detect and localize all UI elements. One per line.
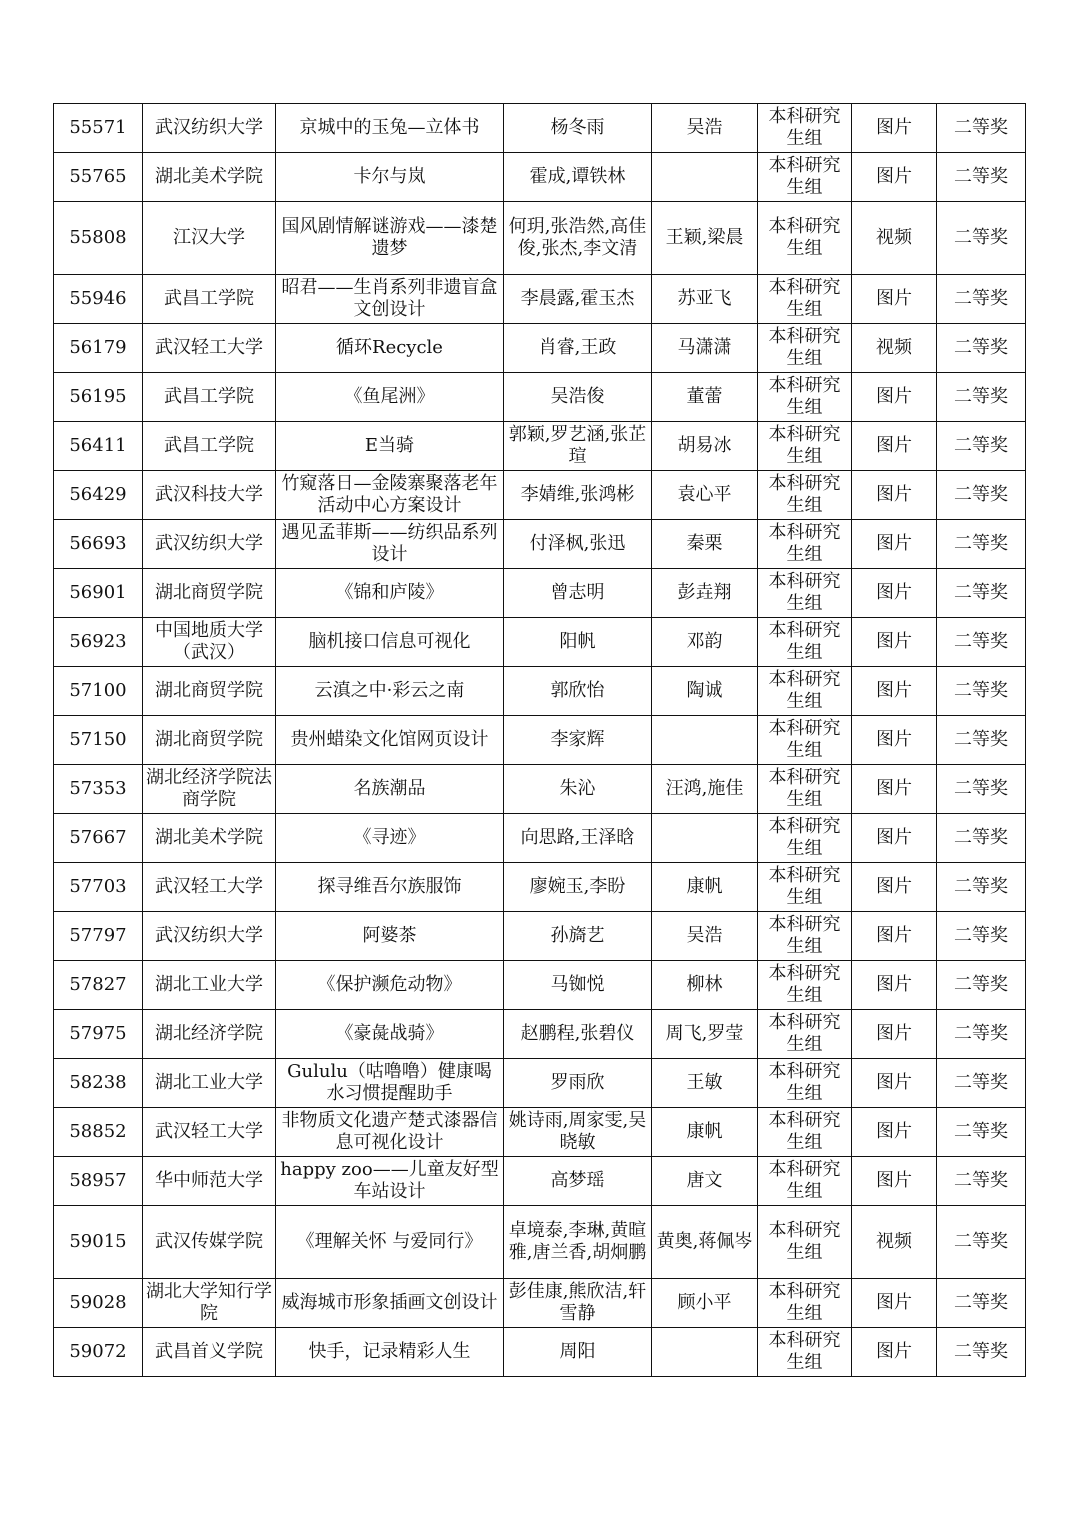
advisor-cell: 吴浩 <box>652 104 758 153</box>
award-level-cell: 二等奖 <box>937 814 1026 863</box>
school-name-cell: 武汉轻工大学 <box>143 324 276 373</box>
work-type-cell: 视频 <box>852 324 937 373</box>
authors-cell: 马铷悦 <box>504 961 652 1010</box>
advisor-cell: 黄奥,蒋佩岑 <box>652 1206 758 1279</box>
work-title-cell: E当骑 <box>276 422 504 471</box>
work-type-cell: 图片 <box>852 765 937 814</box>
entry-id-cell: 57827 <box>54 961 143 1010</box>
results-table <box>53 103 1026 1377</box>
school-name-cell: 湖北商贸学院 <box>143 569 276 618</box>
advisor-cell: 马潇潇 <box>652 324 758 373</box>
group-category-cell: 本科研究生组 <box>758 961 852 1010</box>
work-title-cell: 《鱼尾洲》 <box>276 373 504 422</box>
table-row <box>54 324 1026 373</box>
work-title-cell: 国风剧情解谜游戏——漆楚遗梦 <box>276 202 504 275</box>
work-title-cell: 脑机接口信息可视化 <box>276 618 504 667</box>
work-type-cell: 图片 <box>852 1328 937 1377</box>
advisor-cell: 周飞,罗莹 <box>652 1010 758 1059</box>
work-type-cell: 图片 <box>852 716 937 765</box>
advisor-cell <box>652 716 758 765</box>
group-category-cell: 本科研究生组 <box>758 1206 852 1279</box>
advisor-cell <box>652 814 758 863</box>
work-title-cell: 非物质文化遗产楚式漆器信息可视化设计 <box>276 1108 504 1157</box>
award-level-cell: 二等奖 <box>937 863 1026 912</box>
school-name-cell: 湖北经济学院 <box>143 1010 276 1059</box>
group-category-cell: 本科研究生组 <box>758 153 852 202</box>
school-name-cell: 江汉大学 <box>143 202 276 275</box>
entry-id-cell: 57667 <box>54 814 143 863</box>
advisor-cell: 汪鸿,施佳 <box>652 765 758 814</box>
work-type-cell: 图片 <box>852 1010 937 1059</box>
school-name-cell: 武昌工学院 <box>143 275 276 324</box>
award-level-cell: 二等奖 <box>937 422 1026 471</box>
entry-id-cell: 57975 <box>54 1010 143 1059</box>
group-category-cell: 本科研究生组 <box>758 520 852 569</box>
group-category-cell: 本科研究生组 <box>758 1010 852 1059</box>
group-category-cell: 本科研究生组 <box>758 202 852 275</box>
entry-id-cell: 57150 <box>54 716 143 765</box>
work-title-cell: 快手，记录精彩人生 <box>276 1328 504 1377</box>
table-row <box>54 1206 1026 1279</box>
entry-id-cell: 56901 <box>54 569 143 618</box>
group-category-cell: 本科研究生组 <box>758 1328 852 1377</box>
award-level-cell: 二等奖 <box>937 324 1026 373</box>
work-type-cell: 图片 <box>852 667 937 716</box>
award-level-cell: 二等奖 <box>937 1108 1026 1157</box>
advisor-cell: 吴浩 <box>652 912 758 961</box>
work-title-cell: 《理解关怀 与爱同行》 <box>276 1206 504 1279</box>
authors-cell: 罗雨欣 <box>504 1059 652 1108</box>
school-name-cell: 湖北经济学院法商学院 <box>143 765 276 814</box>
work-title-cell: 昭君——生肖系列非遗盲盒文创设计 <box>276 275 504 324</box>
work-type-cell: 图片 <box>852 520 937 569</box>
table-row <box>54 153 1026 202</box>
authors-cell: 赵鹏程,张碧仪 <box>504 1010 652 1059</box>
work-type-cell: 图片 <box>852 104 937 153</box>
authors-cell: 李婧维,张鸿彬 <box>504 471 652 520</box>
work-type-cell: 图片 <box>852 618 937 667</box>
entry-id-cell: 57353 <box>54 765 143 814</box>
table-row <box>54 618 1026 667</box>
authors-cell: 向思路,王泽晗 <box>504 814 652 863</box>
authors-cell: 阳帆 <box>504 618 652 667</box>
entry-id-cell: 56693 <box>54 520 143 569</box>
work-type-cell: 图片 <box>852 373 937 422</box>
entry-id-cell: 55571 <box>54 104 143 153</box>
school-name-cell: 湖北美术学院 <box>143 814 276 863</box>
work-type-cell: 视频 <box>852 1206 937 1279</box>
work-title-cell: 《豪彘战骑》 <box>276 1010 504 1059</box>
entry-id-cell: 57797 <box>54 912 143 961</box>
award-level-cell: 二等奖 <box>937 1279 1026 1328</box>
authors-cell: 郭欣怡 <box>504 667 652 716</box>
award-level-cell: 二等奖 <box>937 961 1026 1010</box>
work-title-cell: 循环Recycle <box>276 324 504 373</box>
work-type-cell: 图片 <box>852 912 937 961</box>
table-row <box>54 1010 1026 1059</box>
authors-cell: 卓境泰,李琳,黄暄雅,唐兰香,胡炯鹏 <box>504 1206 652 1279</box>
work-title-cell: 探寻维吾尔族服饰 <box>276 863 504 912</box>
group-category-cell: 本科研究生组 <box>758 765 852 814</box>
work-type-cell: 图片 <box>852 814 937 863</box>
advisor-cell: 董蕾 <box>652 373 758 422</box>
entry-id-cell: 58852 <box>54 1108 143 1157</box>
authors-cell: 廖婉玉,李盼 <box>504 863 652 912</box>
authors-cell: 姚诗雨,周家雯,吴晓敏 <box>504 1108 652 1157</box>
table-row <box>54 765 1026 814</box>
school-name-cell: 武昌工学院 <box>143 373 276 422</box>
group-category-cell: 本科研究生组 <box>758 1059 852 1108</box>
entry-id-cell: 58957 <box>54 1157 143 1206</box>
group-category-cell: 本科研究生组 <box>758 373 852 422</box>
work-title-cell: 卡尔与岚 <box>276 153 504 202</box>
work-title-cell: 竹窥落日—金陵寨聚落老年活动中心方案设计 <box>276 471 504 520</box>
award-level-cell: 二等奖 <box>937 1328 1026 1377</box>
advisor-cell: 邓韵 <box>652 618 758 667</box>
table-row <box>54 716 1026 765</box>
group-category-cell: 本科研究生组 <box>758 667 852 716</box>
award-level-cell: 二等奖 <box>937 471 1026 520</box>
award-level-cell: 二等奖 <box>937 667 1026 716</box>
group-category-cell: 本科研究生组 <box>758 1279 852 1328</box>
award-level-cell: 二等奖 <box>937 202 1026 275</box>
work-title-cell: 阿婆茶 <box>276 912 504 961</box>
authors-cell: 杨冬雨 <box>504 104 652 153</box>
table-row <box>54 961 1026 1010</box>
award-level-cell: 二等奖 <box>937 765 1026 814</box>
advisor-cell: 顾小平 <box>652 1279 758 1328</box>
advisor-cell: 胡易冰 <box>652 422 758 471</box>
work-type-cell: 图片 <box>852 471 937 520</box>
entry-id-cell: 56923 <box>54 618 143 667</box>
work-type-cell: 图片 <box>852 863 937 912</box>
work-title-cell: 《保护濒危动物》 <box>276 961 504 1010</box>
award-level-cell: 二等奖 <box>937 912 1026 961</box>
authors-cell: 朱沁 <box>504 765 652 814</box>
table-row <box>54 814 1026 863</box>
table-row <box>54 275 1026 324</box>
group-category-cell: 本科研究生组 <box>758 275 852 324</box>
group-category-cell: 本科研究生组 <box>758 912 852 961</box>
school-name-cell: 武汉轻工大学 <box>143 1108 276 1157</box>
table-row <box>54 202 1026 275</box>
advisor-cell: 王敏 <box>652 1059 758 1108</box>
entry-id-cell: 59015 <box>54 1206 143 1279</box>
award-level-cell: 二等奖 <box>937 618 1026 667</box>
award-level-cell: 二等奖 <box>937 520 1026 569</box>
authors-cell: 曾志明 <box>504 569 652 618</box>
award-level-cell: 二等奖 <box>937 1059 1026 1108</box>
school-name-cell: 武汉纺织大学 <box>143 104 276 153</box>
group-category-cell: 本科研究生组 <box>758 471 852 520</box>
table-row <box>54 569 1026 618</box>
authors-cell: 周阳 <box>504 1328 652 1377</box>
results-table-body <box>54 104 1026 1377</box>
authors-cell: 李家辉 <box>504 716 652 765</box>
school-name-cell: 华中师范大学 <box>143 1157 276 1206</box>
school-name-cell: 武汉轻工大学 <box>143 863 276 912</box>
work-title-cell: 名族潮品 <box>276 765 504 814</box>
table-row <box>54 1108 1026 1157</box>
work-title-cell: 云滇之中·彩云之南 <box>276 667 504 716</box>
table-row <box>54 1328 1026 1377</box>
table-row <box>54 667 1026 716</box>
entry-id-cell: 56195 <box>54 373 143 422</box>
advisor-cell: 苏亚飞 <box>652 275 758 324</box>
work-type-cell: 图片 <box>852 1059 937 1108</box>
school-name-cell: 湖北美术学院 <box>143 153 276 202</box>
work-type-cell: 图片 <box>852 1108 937 1157</box>
school-name-cell: 湖北工业大学 <box>143 961 276 1010</box>
group-category-cell: 本科研究生组 <box>758 1108 852 1157</box>
school-name-cell: 武昌工学院 <box>143 422 276 471</box>
group-category-cell: 本科研究生组 <box>758 422 852 471</box>
entry-id-cell: 55765 <box>54 153 143 202</box>
award-level-cell: 二等奖 <box>937 1206 1026 1279</box>
authors-cell: 彭佳康,熊欣洁,轩雪静 <box>504 1279 652 1328</box>
award-level-cell: 二等奖 <box>937 275 1026 324</box>
work-type-cell: 图片 <box>852 153 937 202</box>
award-level-cell: 二等奖 <box>937 153 1026 202</box>
entry-id-cell: 56411 <box>54 422 143 471</box>
work-title-cell: Gululu（咕噜噜）健康喝水习惯提醒助手 <box>276 1059 504 1108</box>
school-name-cell: 武汉传媒学院 <box>143 1206 276 1279</box>
table-row <box>54 471 1026 520</box>
work-title-cell: 《锦和庐陵》 <box>276 569 504 618</box>
school-name-cell: 中国地质大学（武汉） <box>143 618 276 667</box>
entry-id-cell: 56179 <box>54 324 143 373</box>
table-row <box>54 912 1026 961</box>
group-category-cell: 本科研究生组 <box>758 618 852 667</box>
advisor-cell: 陶诚 <box>652 667 758 716</box>
entry-id-cell: 55946 <box>54 275 143 324</box>
authors-cell: 郭颖,罗艺涵,张芷瑄 <box>504 422 652 471</box>
authors-cell: 孙旖艺 <box>504 912 652 961</box>
school-name-cell: 武汉纺织大学 <box>143 520 276 569</box>
work-title-cell: 京城中的玉兔—立体书 <box>276 104 504 153</box>
authors-cell: 李晨露,霍玉杰 <box>504 275 652 324</box>
work-title-cell: 贵州蜡染文化馆网页设计 <box>276 716 504 765</box>
authors-cell: 吴浩俊 <box>504 373 652 422</box>
authors-cell: 高梦瑶 <box>504 1157 652 1206</box>
group-category-cell: 本科研究生组 <box>758 716 852 765</box>
advisor-cell: 袁心平 <box>652 471 758 520</box>
advisor-cell: 柳林 <box>652 961 758 1010</box>
table-row <box>54 1059 1026 1108</box>
award-level-cell: 二等奖 <box>937 104 1026 153</box>
group-category-cell: 本科研究生组 <box>758 814 852 863</box>
table-row <box>54 863 1026 912</box>
work-type-cell: 图片 <box>852 569 937 618</box>
school-name-cell: 武汉科技大学 <box>143 471 276 520</box>
work-type-cell: 图片 <box>852 1157 937 1206</box>
work-title-cell: 《寻迹》 <box>276 814 504 863</box>
entry-id-cell: 57100 <box>54 667 143 716</box>
work-title-cell: 威海城市形象插画文创设计 <box>276 1279 504 1328</box>
advisor-cell: 彭垚翔 <box>652 569 758 618</box>
advisor-cell: 唐文 <box>652 1157 758 1206</box>
entry-id-cell: 58238 <box>54 1059 143 1108</box>
award-level-cell: 二等奖 <box>937 1157 1026 1206</box>
table-row <box>54 104 1026 153</box>
advisor-cell <box>652 153 758 202</box>
advisor-cell: 康帆 <box>652 1108 758 1157</box>
table-row <box>54 1157 1026 1206</box>
award-level-cell: 二等奖 <box>937 716 1026 765</box>
table-row <box>54 422 1026 471</box>
work-type-cell: 图片 <box>852 1279 937 1328</box>
advisor-cell <box>652 1328 758 1377</box>
award-level-cell: 二等奖 <box>937 1010 1026 1059</box>
table-row <box>54 373 1026 422</box>
work-title-cell: happy zoo——儿童友好型车站设计 <box>276 1157 504 1206</box>
table-row <box>54 520 1026 569</box>
work-type-cell: 视频 <box>852 202 937 275</box>
work-type-cell: 图片 <box>852 422 937 471</box>
authors-cell: 霍成,谭铁林 <box>504 153 652 202</box>
group-category-cell: 本科研究生组 <box>758 569 852 618</box>
work-type-cell: 图片 <box>852 961 937 1010</box>
work-type-cell: 图片 <box>852 275 937 324</box>
advisor-cell: 王颖,梁晨 <box>652 202 758 275</box>
award-level-cell: 二等奖 <box>937 373 1026 422</box>
advisor-cell: 秦栗 <box>652 520 758 569</box>
group-category-cell: 本科研究生组 <box>758 1157 852 1206</box>
entry-id-cell: 57703 <box>54 863 143 912</box>
entry-id-cell: 59028 <box>54 1279 143 1328</box>
work-title-cell: 遇见孟菲斯——纺织品系列设计 <box>276 520 504 569</box>
school-name-cell: 武汉纺织大学 <box>143 912 276 961</box>
school-name-cell: 武昌首义学院 <box>143 1328 276 1377</box>
group-category-cell: 本科研究生组 <box>758 863 852 912</box>
entry-id-cell: 59072 <box>54 1328 143 1377</box>
entry-id-cell: 56429 <box>54 471 143 520</box>
group-category-cell: 本科研究生组 <box>758 104 852 153</box>
award-level-cell: 二等奖 <box>937 569 1026 618</box>
school-name-cell: 湖北大学知行学院 <box>143 1279 276 1328</box>
school-name-cell: 湖北商贸学院 <box>143 716 276 765</box>
entry-id-cell: 55808 <box>54 202 143 275</box>
school-name-cell: 湖北工业大学 <box>143 1059 276 1108</box>
school-name-cell: 湖北商贸学院 <box>143 667 276 716</box>
table-row <box>54 1279 1026 1328</box>
group-category-cell: 本科研究生组 <box>758 324 852 373</box>
authors-cell: 肖睿,王政 <box>504 324 652 373</box>
authors-cell: 何玥,张浩然,高佳俊,张杰,李文清 <box>504 202 652 275</box>
authors-cell: 付泽枫,张迅 <box>504 520 652 569</box>
advisor-cell: 康帆 <box>652 863 758 912</box>
